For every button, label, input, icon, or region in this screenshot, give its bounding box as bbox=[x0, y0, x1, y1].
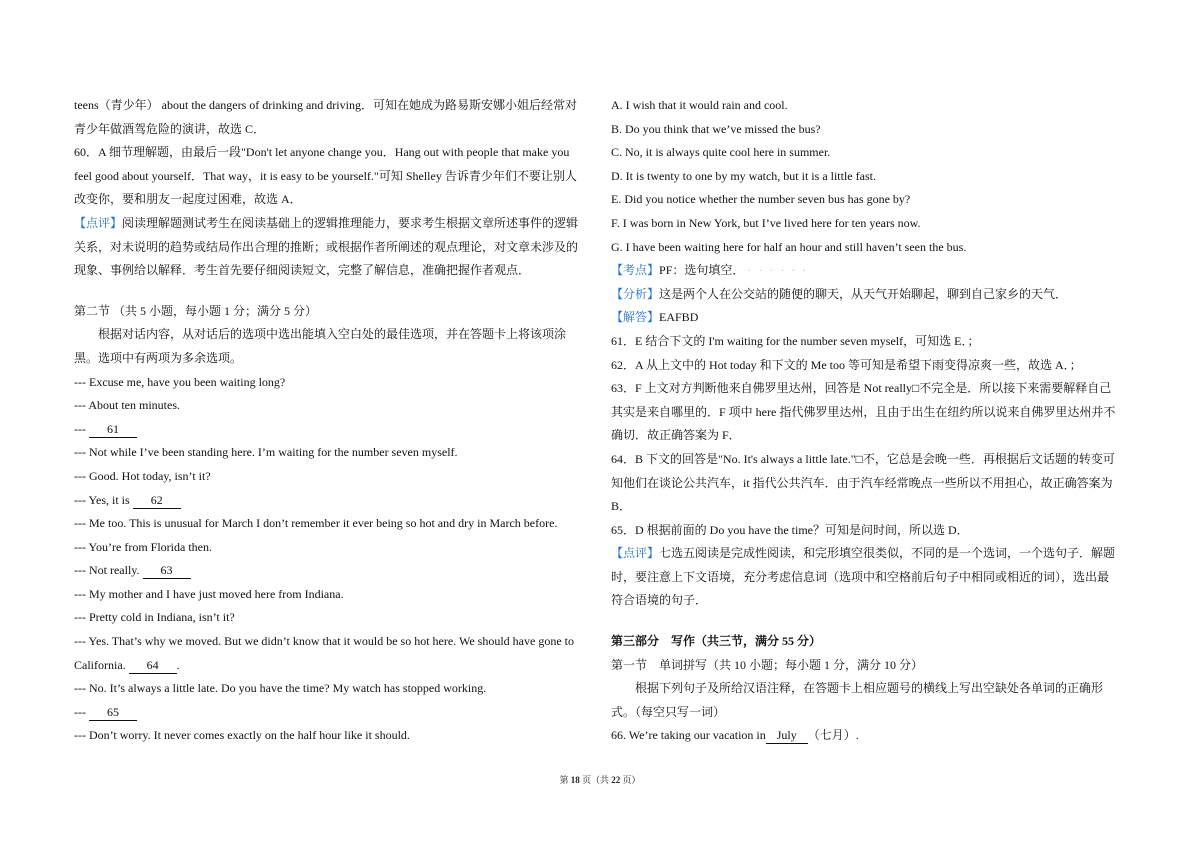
dialogue-line: --- Good. Hot today, isn’t it? bbox=[74, 468, 211, 483]
answer-64-cont: 知他们在谈论公共汽车，it 指代公共汽车．由于汽车经常晚点一些所以不用担心，故正确答案为 bbox=[611, 475, 1113, 490]
answer-63: 63．F 上文对方判断他来自佛罗里达州，回答是 Not really□不完全是．所以接下来需要解释自己 bbox=[611, 381, 1112, 396]
blank-64: 64 bbox=[129, 658, 177, 674]
option-a: A. I wish that it would rain and cool. bbox=[611, 98, 788, 112]
dialogue-prefix: --- Not really. bbox=[74, 563, 143, 578]
dialogue-line: --- Me too. This is unusual for March I don’t remember it ever being so hot and dry in March before. bbox=[74, 516, 558, 531]
text-line: 现象、事例给以解释．考生首先要仔细阅读短文，完整了解信息，准确把握作者观点． bbox=[74, 263, 531, 278]
instruction-line: 黑。选项中有两项为多余选项。 bbox=[74, 350, 243, 365]
option-e: E. Did you notice whether the number seven bus has gone by? bbox=[611, 192, 911, 207]
comment-tag: 【点评】 bbox=[611, 546, 660, 561]
jieda-text: EAFBD bbox=[659, 310, 699, 325]
answer-63-cont: 其实是来自哪里的．F 项中 here 指代佛罗里达州，且由于出生在纽约所以说来自佛罗里达州并不 bbox=[611, 404, 1116, 419]
footer-text: 页（共 bbox=[579, 775, 612, 785]
dialogue-line: --- My mother and I have just moved here from Indiana. bbox=[74, 586, 344, 601]
text-line: 关系，对未说明的趋势或结局作出合理的推断；或根据作者所阐述的观点理论，对文章未涉及的 bbox=[74, 239, 579, 254]
instruction-line: 根据下列句子及所给汉语注释，在答题卡上相应题号的横线上写出空缺处各单词的正确形 bbox=[635, 681, 1104, 696]
page-footer bbox=[0, 773, 1200, 786]
footer-text: 第 bbox=[559, 775, 571, 785]
dialogue-line bbox=[74, 489, 592, 513]
comment-text: 阅读理解题测试考生在阅读基础上的逻辑推理能力，要求考生根据文章所述事件的逻辑 bbox=[122, 215, 579, 230]
option-c: C. No, it is always quite cool here in summer. bbox=[611, 145, 831, 160]
text-line: 时，要注意上下文语境，充分考虑信息词（选项中和空格前后句子中相同或相近的词），选出最 bbox=[611, 569, 1110, 584]
dialogue-line: --- No. It’s always a little late. Do you have the time? My watch has stopped working. bbox=[74, 681, 487, 696]
instruction-line: 式。（每空只写一词） bbox=[611, 704, 726, 719]
page-total: 22 bbox=[611, 775, 621, 785]
dialogue-line bbox=[74, 701, 592, 725]
blank-63: 63 bbox=[143, 563, 191, 579]
right-column bbox=[611, 94, 1128, 748]
blank-61: 61 bbox=[89, 422, 137, 438]
dialogue-line bbox=[74, 654, 592, 678]
answer-61: 61．E 结合下文的 I'm waiting for the number seven myself，可知选 E．； bbox=[611, 333, 980, 348]
option-d: D. It is twenty to one by my watch, but it is a little fast. bbox=[611, 168, 876, 183]
option-b: B. Do you think that we’ve missed the bus? bbox=[611, 121, 821, 136]
comment-text: 七选五阅读是完成性阅读，和完形填空很类似，不同的是一个选词，一个选句子．解题 bbox=[659, 546, 1116, 561]
blank-65: 65 bbox=[89, 705, 137, 721]
page-number: 18 bbox=[570, 775, 580, 785]
fenxi-text: 这是两个人在公交站的随便的聊天，从天气开始聊起，聊到自己家乡的天气． bbox=[659, 286, 1068, 301]
text-line: 青少年做酒驾危险的演讲，故选 C． bbox=[74, 121, 266, 136]
dialogue-line bbox=[74, 418, 592, 442]
question-text: 66. We’re taking our vacation in bbox=[611, 728, 766, 743]
text-line: 改变你，要和朋友一起度过困难，故选 A． bbox=[74, 192, 302, 207]
spacer bbox=[74, 283, 592, 300]
answer-64-cont: B． bbox=[611, 499, 632, 514]
dialogue-prefix: California. bbox=[74, 657, 129, 672]
kaodian-tag: 【考点】 bbox=[611, 263, 660, 278]
comment-line bbox=[611, 542, 1128, 566]
footer-text: 页） bbox=[620, 775, 641, 785]
part-heading: 第三部分 写作（共三节，满分 55 分） bbox=[611, 634, 822, 649]
text-line: 60．A 细节理解题，由最后一段"Don't let anyone change you．Hang out with people that make you bbox=[74, 145, 570, 160]
dialogue-line bbox=[74, 559, 592, 583]
dialogue-line: --- About ten minutes. bbox=[74, 398, 180, 413]
dialogue-line: --- Don’t worry. It never comes exactly on the half hour like it should. bbox=[74, 728, 410, 743]
dialogue-line: --- You’re from Florida then. bbox=[74, 539, 212, 554]
jieda-tag: 【解答】 bbox=[611, 310, 660, 325]
comment-line bbox=[74, 212, 592, 236]
comment-tag: 【点评】 bbox=[74, 215, 123, 230]
dialogue-prefix: --- bbox=[74, 421, 89, 436]
question-66 bbox=[611, 724, 1128, 748]
blank-62: 62 bbox=[133, 493, 181, 509]
dialogue-line: --- Not while I’ve been standing here. I’m waiting for the number seven myself. bbox=[74, 445, 458, 460]
dialogue-prefix: --- Yes, it is bbox=[74, 492, 133, 507]
dialogue-line: --- Pretty cold in Indiana, isn’t it? bbox=[74, 610, 235, 625]
answer-64: 64．B 下文的回答是"No. It's always a little late."□不，它总是会晚一些．再根据后文话题的转变可 bbox=[611, 451, 1115, 466]
left-column bbox=[74, 94, 592, 748]
dialogue-line: --- Excuse me, have you been waiting long? bbox=[74, 374, 286, 389]
answer-62: 62．A 从上文中的 Hot today 和下文的 Me too 等可知是希望下雨变得凉爽一些，故选 A．； bbox=[611, 357, 1082, 372]
kaodian-line bbox=[611, 259, 1128, 283]
text-line: feel good about yourself．That way，it is easy to be yourself."可知 Shelley 告诉青少年们不要让别人 bbox=[74, 168, 577, 183]
option-f: F. I was born in New York, but I’ve lived here for ten years now. bbox=[611, 215, 921, 230]
answer-63-cont: 确切．故正确答案为 F． bbox=[611, 428, 741, 443]
dialogue-suffix: . bbox=[176, 657, 180, 672]
question-suffix: （七月）. bbox=[807, 728, 859, 743]
text-line: 符合语境的句子． bbox=[611, 593, 708, 608]
jieda-line bbox=[611, 306, 1128, 330]
fenxi-tag: 【分析】 bbox=[611, 286, 660, 301]
kaodian-text: PF：选句填空． bbox=[659, 263, 745, 278]
section-heading: 第二节 （共 5 小题，每小题 1 分；满分 5 分） bbox=[74, 303, 318, 318]
answer-65: 65．D 根据前面的 Do you have the time？可知是问时间，所以选 D． bbox=[611, 522, 969, 537]
dialogue-line: --- Yes. That’s why we moved. But we didn’t know that it would be so hot here. We should have gone to bbox=[74, 634, 574, 649]
fenxi-line bbox=[611, 283, 1128, 307]
text-line: teens（青少年） about the dangers of drinking and driving．可知在她成为路易斯安娜小姐后经常对 bbox=[74, 98, 577, 112]
faint-mark: · · · · · · bbox=[747, 263, 809, 278]
instruction-line: 根据对话内容，从对话后的选项中选出能填入空白处的最佳选项，并在答题卡上将该项涂 bbox=[98, 327, 567, 342]
section-heading: 第一节 单词拼写（共 10 小题；每小题 1 分，满分 10 分） bbox=[611, 657, 924, 672]
option-g: G. I have been waiting here for half an hour and still haven’t seen the bus. bbox=[611, 239, 967, 254]
spacer bbox=[611, 613, 1128, 630]
dialogue-prefix: --- bbox=[74, 704, 89, 719]
answer-blank-66: July bbox=[766, 728, 808, 744]
